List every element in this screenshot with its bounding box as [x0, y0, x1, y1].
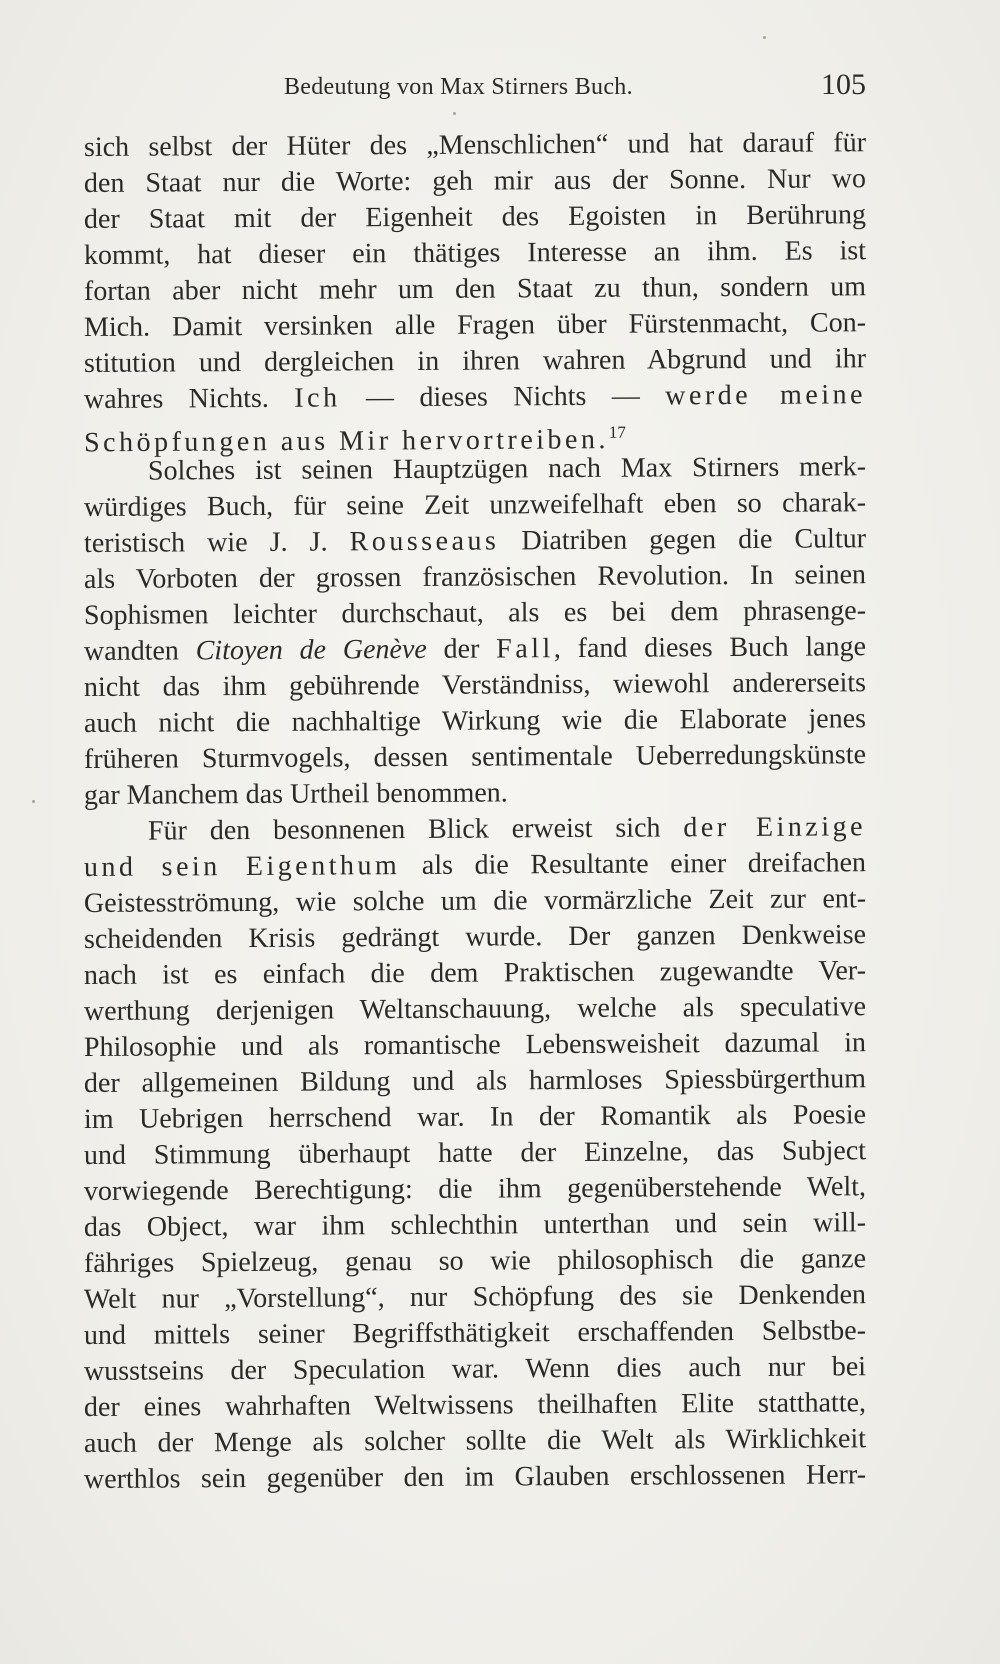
text-segment: , fand dieses Buch lange: [553, 631, 867, 665]
text-line: [83, 413, 866, 459]
text-line: sich selbst der Hüter des „Menschlichen“ und hat darauf für: [83, 127, 867, 163]
text-line: [84, 845, 866, 886]
text-segment: Für den besonnenen Blick erweist sich: [147, 812, 661, 847]
text-line: [84, 809, 866, 850]
emphasized-text: Rousseaus: [349, 525, 500, 558]
text-line: Philosophie und als romantische Lebensweisheit dazumal in: [83, 1027, 867, 1063]
running-header: [84, 68, 866, 108]
text-line: stitution und dergleichen in ihren wahren Abgrund und ihr: [83, 343, 867, 379]
text-line: Solches ist seinen Hauptzügen nach Max Stirners merk-: [147, 451, 867, 487]
text-segment: wahres Nichts.: [83, 382, 269, 415]
text-line: nicht das ihm gebührende Verständniss, wiewohl andererseits: [83, 667, 867, 703]
text-line: würdiges Buch, für seine Zeit unzweifelhaft eben so charak-: [83, 487, 867, 523]
text-line: scheidenden Krisis gedrängt wurde. Der ganzen Denkweise: [83, 919, 867, 955]
text-line: auch nicht die nachhaltige Wirkung wie die Elaborate jenes: [83, 703, 867, 739]
paper-speck: [453, 112, 456, 115]
text-line: der eines wahrhaften Weltwissens theilhaften Elite statthatte,: [83, 1387, 867, 1423]
italic-text: Citoyen de Genève: [195, 633, 427, 667]
paper-speck: [32, 800, 35, 803]
text-line: der allgemeinen Bildung und als harmloses Spiessbürgerthum: [83, 1063, 867, 1099]
text-line: wusstseins der Speculation war. Wenn dies auch nur bei: [83, 1351, 867, 1387]
emphasized-text: Schöpfungen aus Mir hervortreiben.: [83, 424, 610, 459]
text-line: [84, 629, 866, 670]
emphasized-text: werde meine: [665, 379, 867, 412]
text-line: auch der Menge als solcher sollte die Welt als Wirklichkeit: [83, 1423, 867, 1459]
text-line: und mittels seiner Begriffsthätigkeit erschaffenden Selbstbe-: [83, 1315, 867, 1351]
text-line: vorwiegende Berechtigung: die ihm gegenüberstehende Welt,: [83, 1171, 867, 1207]
text-line: fähriges Spielzeug, genau so wie philosophisch die ganze: [83, 1243, 867, 1279]
paper-speck: [763, 36, 766, 39]
text-segment: — dieses Nichts —: [365, 380, 640, 414]
text-line: Geistesströmung, wie solche um die vormärzliche Zeit zur ent-: [83, 883, 867, 919]
text-segment: wandten: [83, 635, 179, 667]
emphasized-text: Fall: [496, 633, 554, 665]
text-segment: der: [443, 633, 480, 665]
text-segment: teristisch wie J. J.: [83, 526, 328, 559]
text-line: das Object, war ihm schlechthin unterthan und sein will-: [83, 1207, 867, 1243]
text-segment: Diatriben gegen die Cultur: [521, 523, 867, 557]
text-segment: als die Resultante einer dreifachen: [421, 847, 867, 881]
text-line: der Staat mit der Eigenheit des Egoisten in Berührung: [83, 199, 867, 235]
text-line: kommt, hat dieser ein thätiges Interesse an ihm. Es ist: [83, 235, 867, 271]
text-line: als Vorboten der grossen französischen Revolution. In seinen: [83, 559, 867, 595]
text-line: früheren Sturmvogels, dessen sentimentale Ueberredungskünste: [83, 739, 867, 775]
running-title: Bedeutung von Max Stirners Buch.: [284, 74, 633, 100]
text-line: [84, 521, 866, 562]
emphasized-text: und sein Eigenthum: [83, 850, 401, 883]
text-line: den Staat nur die Worte: geh mir aus der Sonne. Nur wo: [83, 163, 867, 199]
footnote-reference: 17: [608, 422, 626, 442]
text-line: Welt nur „Vorstellung“, nur Schöpfung des sie Denkenden: [83, 1279, 867, 1315]
text-line: Sophismen leichter durchschaut, als es bei dem phrasenge-: [83, 595, 867, 631]
text-line: und Stimmung überhaupt hatte der Einzelne, das Subject: [83, 1135, 867, 1171]
text-line: werthung derjenigen Weltanschauung, welche als speculative: [83, 991, 867, 1027]
emphasized-text: Ich: [294, 382, 341, 414]
text-line: nach ist es einfach die dem Praktischen zugewandte Ver-: [83, 955, 867, 991]
text-line: im Uebrigen herrschend war. In der Romantik als Poesie: [83, 1099, 867, 1135]
body-text: [83, 127, 867, 1498]
text-line: fortan aber nicht mehr um den Staat zu thun, sondern um: [83, 271, 867, 307]
text-line: Mich. Damit versinken alle Fragen über Fürstenmacht, Con-: [83, 307, 867, 343]
page-number: 105: [821, 68, 866, 101]
text-line: gar Manchem das Urtheil benommen.: [83, 777, 508, 811]
text-line: [84, 377, 866, 418]
emphasized-text: der Einzige: [683, 811, 867, 844]
text-line: werthlos sein gegenüber den im Glauben erschlossenen Herr-: [83, 1459, 867, 1495]
